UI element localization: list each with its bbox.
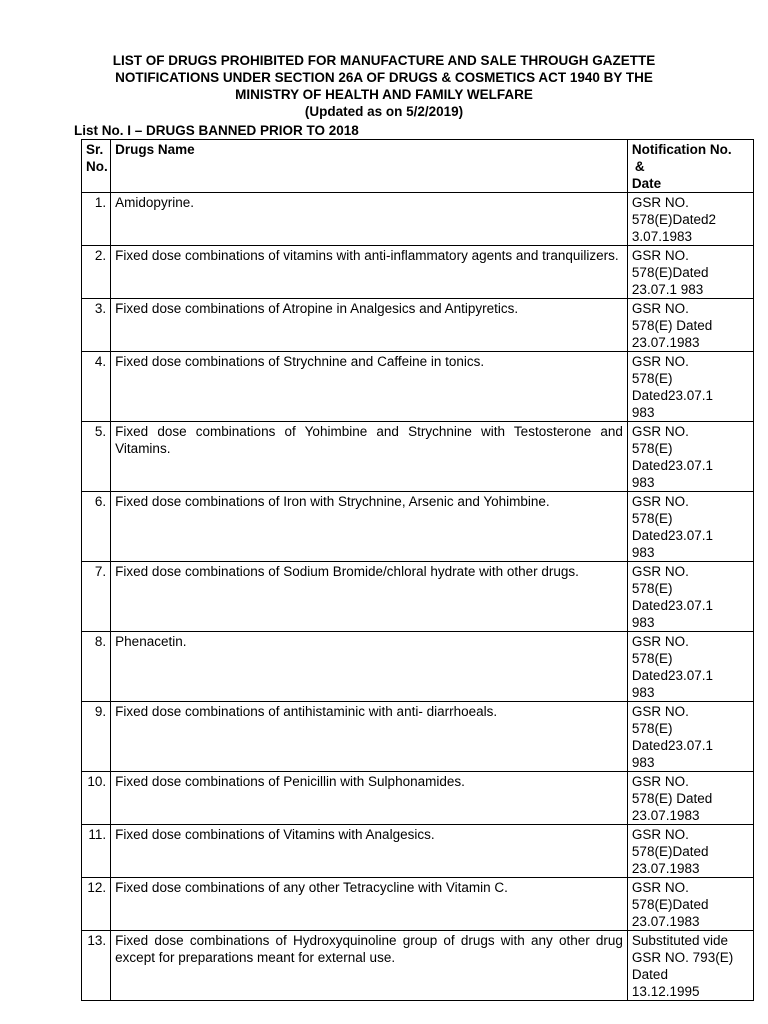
notification-line: GSR NO. xyxy=(631,494,689,509)
cell-notification xyxy=(627,702,753,772)
notification-line: 23.07.1 983 xyxy=(631,282,704,297)
cell-notification xyxy=(627,422,753,492)
notification-line: 578(E) xyxy=(631,511,673,526)
notification-line: 578(E)Dated xyxy=(631,265,709,280)
notification-line: 578(E) xyxy=(631,651,673,666)
cell-sr-no: 8. xyxy=(82,632,111,702)
notification-line: Dated23.07.1 xyxy=(631,598,713,613)
table-row xyxy=(82,931,754,1001)
table-row xyxy=(82,562,754,632)
notification-line: Dated23.07.1 xyxy=(631,528,713,543)
notification-line: 578(E)Dated xyxy=(631,897,709,912)
cell-drug-name: Fixed dose combinations of any other Tetracycline with Vitamin C. xyxy=(111,878,628,931)
notification-line: GSR NO. xyxy=(631,424,689,439)
header-notification-line: Notification No. xyxy=(631,142,732,157)
cell-notification xyxy=(627,246,753,299)
notification-line: 23.07.1983 xyxy=(631,914,700,929)
notification-line: GSR NO. xyxy=(631,248,689,263)
notification-line: 578(E)Dated2 xyxy=(631,212,716,227)
list-heading: List No. I – DRUGS BANNED PRIOR TO 2018 xyxy=(74,123,359,138)
notification-line: GSR NO. 793(E) xyxy=(631,950,734,965)
notification-line: 983 xyxy=(631,475,655,490)
header-drugs-name: Drugs Name xyxy=(111,140,628,193)
notification-line: 578(E) xyxy=(631,441,673,456)
cell-sr-no: 2. xyxy=(82,246,111,299)
notification-line: 578(E) Dated xyxy=(631,318,713,333)
cell-sr-no: 12. xyxy=(82,878,111,931)
cell-sr-no: 6. xyxy=(82,492,111,562)
cell-drug-name: Fixed dose combinations of Yohimbine and Strychnine with Testosterone and Vitamins. xyxy=(111,422,628,492)
cell-drug-name: Fixed dose combinations of antihistaminic with anti- diarrhoeals. xyxy=(111,702,628,772)
notification-line: GSR NO. xyxy=(631,880,689,895)
table-row xyxy=(82,702,754,772)
notification-line: 3.07.1983 xyxy=(631,229,692,244)
notification-line: Dated23.07.1 xyxy=(631,458,713,473)
table-row xyxy=(82,422,754,492)
title-line-3: MINISTRY OF HEALTH AND FAMILY WELFARE xyxy=(235,87,533,102)
header-notification-line: & xyxy=(634,159,645,174)
updated-date: (Updated as on 5/2/2019) xyxy=(304,104,464,119)
notification-line: Dated23.07.1 xyxy=(631,668,713,683)
notification-line: 578(E)Dated xyxy=(631,844,709,859)
cell-sr-no: 4. xyxy=(82,352,111,422)
cell-drug-name: Fixed dose combinations of vitamins with anti-inflammatory agents and tranquilizers. xyxy=(111,246,628,299)
cell-drug-name: Fixed dose combinations of Hydroxyquinoline group of drugs with any other drug except for preparations meant for external use. xyxy=(111,931,628,1001)
notification-line: GSR NO. xyxy=(631,301,689,316)
cell-sr-no: 13. xyxy=(82,931,111,1001)
table-body xyxy=(82,193,754,1001)
notification-line: GSR NO. xyxy=(631,704,689,719)
notification-line: GSR NO. xyxy=(631,634,689,649)
cell-notification xyxy=(627,772,753,825)
notification-line: 23.07.1983 xyxy=(631,808,700,823)
banned-drugs-table xyxy=(81,139,754,1001)
notification-line: GSR NO. xyxy=(631,827,689,842)
title-line-2: NOTIFICATIONS UNDER SECTION 26A OF DRUGS & COSMETICS ACT 1940 BY THE xyxy=(115,70,653,85)
cell-sr-no: 3. xyxy=(82,299,111,352)
cell-drug-name: Fixed dose combinations of Atropine in Analgesics and Antipyretics. xyxy=(111,299,628,352)
cell-drug-name: Fixed dose combinations of Iron with Strychnine, Arsenic and Yohimbine. xyxy=(111,492,628,562)
notification-line: 23.07.1983 xyxy=(631,335,700,350)
cell-drug-name: Fixed dose combinations of Strychnine and Caffeine in tonics. xyxy=(111,352,628,422)
cell-notification xyxy=(627,632,753,702)
table-row xyxy=(82,299,754,352)
notification-line: 23.07.1983 xyxy=(631,861,700,876)
table-row xyxy=(82,492,754,562)
notification-line: 13.12.1995 xyxy=(631,984,700,999)
notification-line: 578(E) xyxy=(631,371,673,386)
cell-notification xyxy=(627,193,753,246)
cell-drug-name: Amidopyrine. xyxy=(111,193,628,246)
table-row xyxy=(82,352,754,422)
table-row xyxy=(82,825,754,878)
notification-line: Dated23.07.1 xyxy=(631,388,713,403)
cell-drug-name: Fixed dose combinations of Vitamins with Analgesics. xyxy=(111,825,628,878)
cell-notification xyxy=(627,299,753,352)
document-title xyxy=(70,52,698,120)
cell-notification xyxy=(627,825,753,878)
notification-line: Dated xyxy=(631,967,668,982)
cell-sr-no: 10. xyxy=(82,772,111,825)
cell-notification xyxy=(627,492,753,562)
table-row xyxy=(82,878,754,931)
cell-drug-name: Fixed dose combinations of Sodium Bromide/chloral hydrate with other drugs. xyxy=(111,562,628,632)
cell-sr-no: 1. xyxy=(82,193,111,246)
table-row xyxy=(82,772,754,825)
cell-sr-no: 5. xyxy=(82,422,111,492)
notification-line: GSR NO. xyxy=(631,354,689,369)
notification-line: GSR NO. xyxy=(631,564,689,579)
cell-drug-name: Fixed dose combinations of Penicillin with Sulphonamides. xyxy=(111,772,628,825)
notification-line: 578(E) xyxy=(631,721,673,736)
table-header-row xyxy=(82,140,754,193)
notification-line: 983 xyxy=(631,685,655,700)
header-sr-no: Sr. No. xyxy=(82,140,111,193)
title-line-1: LIST OF DRUGS PROHIBITED FOR MANUFACTURE AND SALE THROUGH GAZETTE xyxy=(112,53,656,68)
cell-sr-no: 7. xyxy=(82,562,111,632)
notification-line: 983 xyxy=(631,755,655,770)
table-row xyxy=(82,193,754,246)
header-notification xyxy=(627,140,753,193)
cell-notification xyxy=(627,931,753,1001)
notification-line: 578(E) Dated xyxy=(631,791,713,806)
cell-drug-name: Phenacetin. xyxy=(111,632,628,702)
notification-line: GSR NO. xyxy=(631,195,689,210)
notification-line: GSR NO. xyxy=(631,774,689,789)
cell-notification xyxy=(627,352,753,422)
notification-line: 983 xyxy=(631,405,655,420)
notification-line: 983 xyxy=(631,615,655,630)
table-row xyxy=(82,246,754,299)
notification-line: Dated23.07.1 xyxy=(631,738,713,753)
notification-line: 578(E) xyxy=(631,581,673,596)
cell-notification xyxy=(627,878,753,931)
cell-notification xyxy=(627,562,753,632)
table-row xyxy=(82,632,754,702)
header-notification-line: Date xyxy=(631,176,662,191)
cell-sr-no: 9. xyxy=(82,702,111,772)
cell-sr-no: 11. xyxy=(82,825,111,878)
notification-line: Substituted vide xyxy=(631,933,728,948)
notification-line: 983 xyxy=(631,545,655,560)
